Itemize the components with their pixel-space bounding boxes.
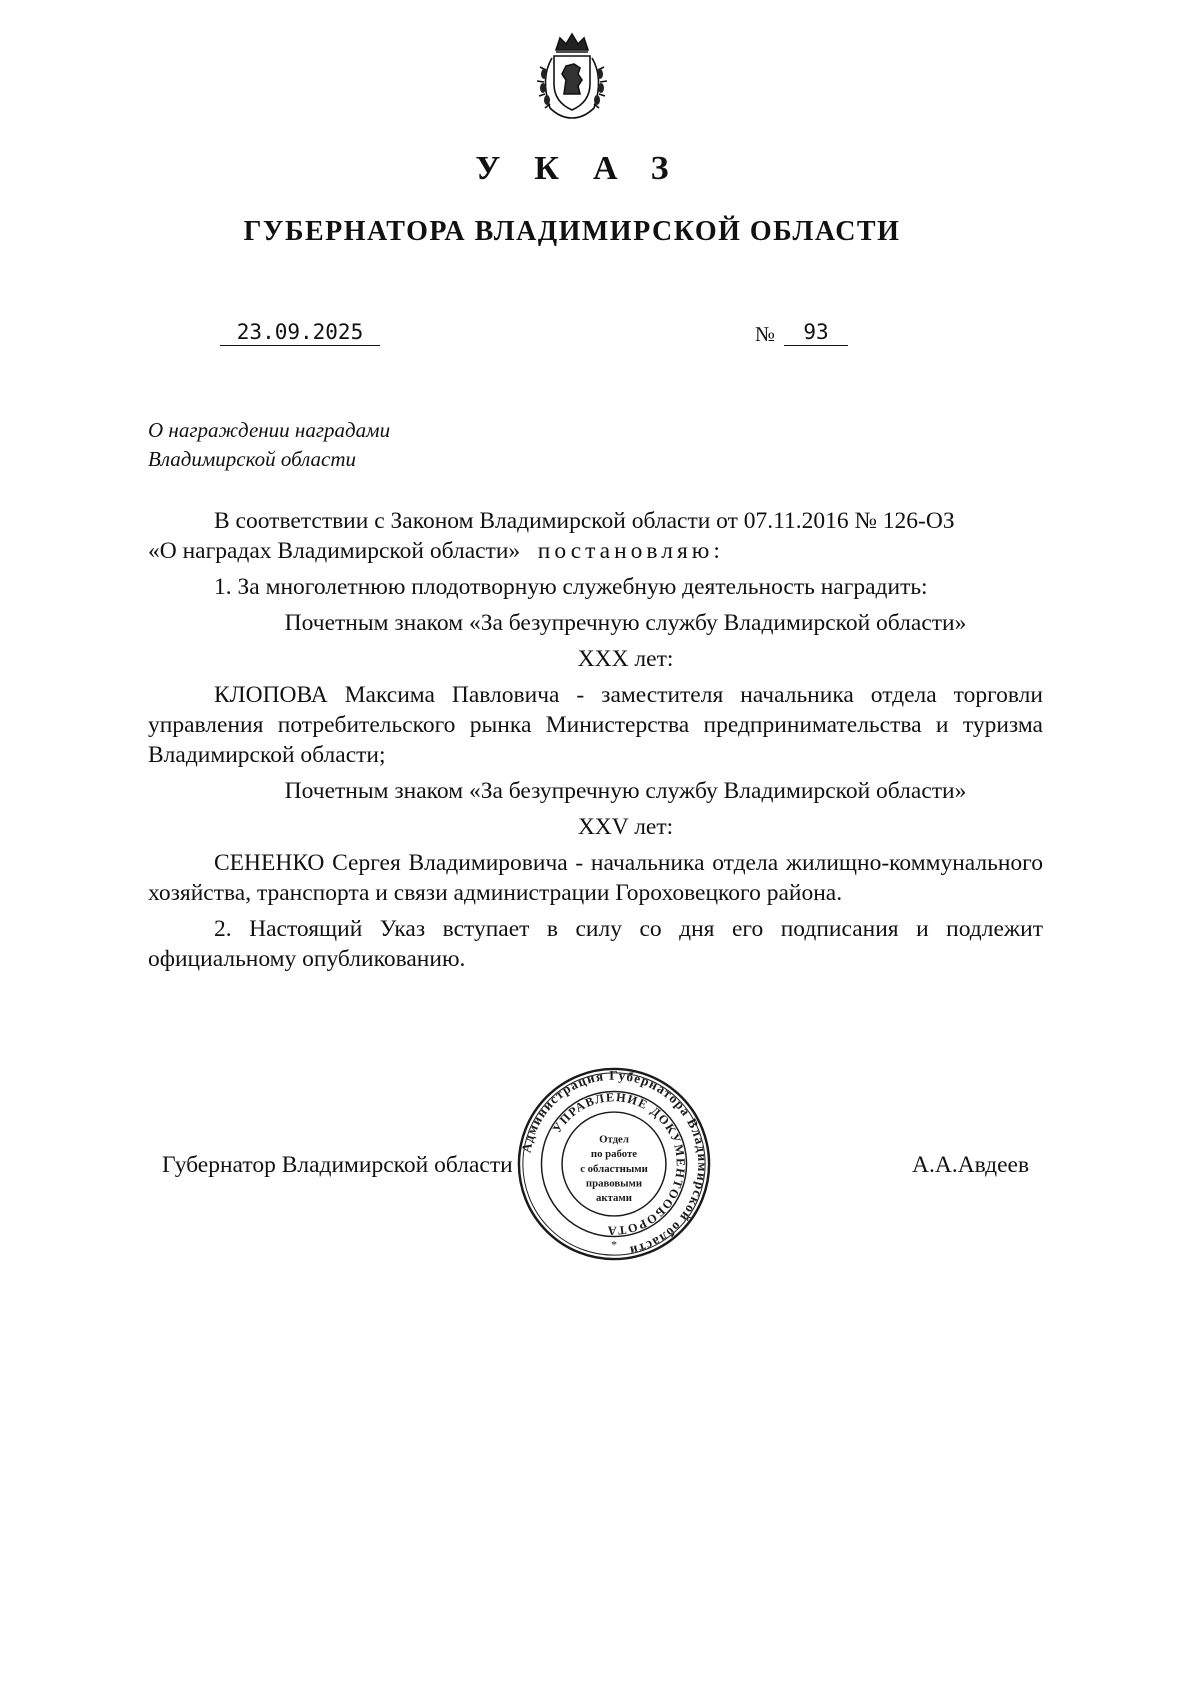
signatory-title: Губернатор Владимирской области — [162, 1152, 513, 1178]
subject-line-1: О награждении наградами — [148, 418, 391, 442]
award-2-years: XXV лет: — [577, 814, 674, 840]
decree-title: УКАЗ — [475, 150, 703, 187]
seal-center-line-5: актами — [596, 1192, 632, 1205]
preamble-line-1: В соответствии с Законом Владимирской области от 07.11.2016 № 126-ОЗ — [214, 508, 955, 534]
decree-subject — [148, 416, 390, 474]
seal-center-line-3: с областными — [580, 1162, 648, 1175]
decree-number: 93 — [784, 320, 848, 346]
award-1-years: XXX лет: — [577, 646, 674, 672]
law-title: «О наградах Владимирской области» — [148, 538, 521, 564]
award-2-name: Почетным знаком «За безупречную службу Владимирской области» — [284, 778, 967, 804]
seal-center-line-1: Отдел — [599, 1133, 629, 1146]
item-2: 2. Настоящий Указ вступает в силу со дня его подписания и подлежит официальному опубликованию. — [148, 916, 1043, 972]
seal-center-line-2: по работе — [590, 1148, 638, 1161]
resolve-word: постановляю: — [537, 538, 724, 564]
seal-center-line-4: правовыми — [585, 1177, 643, 1190]
subject-line-2: Владимирской области — [148, 447, 357, 471]
awardee-2: СЕНЕНКО Сергея Владимировича - начальника отдела жилищно-коммунального хозяйства, транспорта и связи администрации Гороховецкого района. — [148, 850, 1043, 906]
coat-of-arms-icon — [532, 28, 612, 124]
seal-star-icon: * — [611, 1238, 617, 1252]
seal-middle-text: УПРАВЛЕНИЕ ДОКУМЕНТООБОРОТА — [549, 1090, 688, 1238]
decree-body — [148, 506, 1043, 974]
awardee-1: КЛОПОВА Максима Павловича - заместителя начальника отдела торговли управления потребительского рынка Министерства предпринимательства и туризма Владимирской области; — [148, 682, 1043, 768]
preamble-line-2 — [148, 536, 1043, 566]
signatory-name: А.А.Авдеев — [912, 1152, 1030, 1178]
item-1: 1. За многолетнюю плодотворную служебную деятельность наградить: — [214, 574, 928, 600]
seal-outer-text: Администрация Губернатора Владимирской области — [518, 1067, 711, 1259]
decree-date: 23.09.2025 — [220, 320, 380, 346]
award-1-name: Почетным знаком «За безупречную службу Владимирской области» — [284, 610, 967, 636]
official-seal-stamp — [516, 1066, 712, 1262]
number-sign: № — [755, 322, 776, 346]
decree-issuer: ГУБЕРНАТОРА ВЛАДИМИРСКОЙ ОБЛАСТИ — [243, 216, 901, 247]
